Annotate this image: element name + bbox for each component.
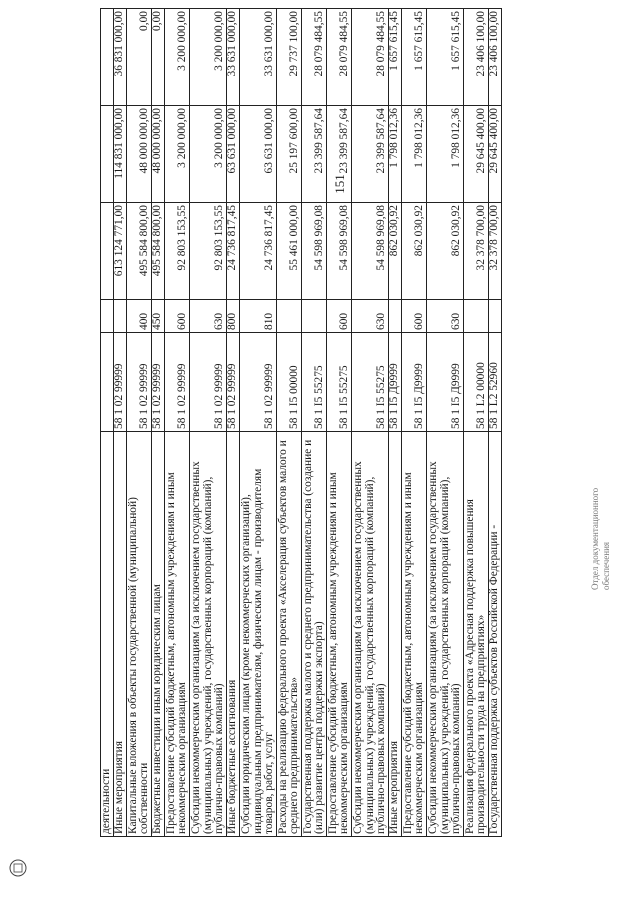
- table-row: [127, 9, 152, 837]
- table-row: [402, 9, 427, 837]
- row-type-cell: 600: [327, 300, 352, 333]
- row-value-2021-cell: 1 798 012,36: [427, 106, 464, 203]
- row-value-2022-cell: 28 079 484,55: [302, 9, 327, 106]
- row-name-cell: Субсидии некоммерческим организациям (за исключением государственных (муниципальных) учреждений, государственных корпораций (компаний), публично-правовых компаний): [427, 432, 464, 837]
- row-type-cell: [464, 300, 489, 333]
- row-code-cell: 58 1 02 99999: [190, 333, 227, 432]
- row-name-cell: Предоставление субсидий бюджетным, автономным учреждениям и иным некоммерческим организациям: [327, 432, 352, 837]
- row-value-2021-cell: 48 000 000,00: [152, 106, 165, 203]
- row-code-cell: 58 1 I5 Д9999: [402, 333, 427, 432]
- row-name-cell: Капитальные вложения в объекты государственной (муниципальной) собственности: [127, 432, 152, 837]
- row-value-2020-cell: 92 803 153,55: [165, 203, 190, 300]
- table-row: [489, 9, 502, 837]
- row-type-cell: 450: [152, 300, 165, 333]
- row-type-cell: [114, 300, 127, 333]
- row-name-cell: деятельности: [101, 432, 114, 837]
- department-stamp-line2: обеспечения: [601, 541, 611, 590]
- seal-icon: [8, 858, 28, 878]
- row-name-cell: Субсидии юридическим лицам (кроме некоммерческих организаций), индивидуальным предпринимателям, физическим лицам - производителям товаров, работ, услуг: [240, 432, 277, 837]
- row-value-2020-cell: 862 030,92: [389, 203, 402, 300]
- budget-table: [100, 8, 502, 837]
- row-value-2022-cell: 28 079 484,55: [352, 9, 389, 106]
- page-number: 151: [331, 174, 347, 194]
- row-value-2020-cell: 92 803 153,55: [190, 203, 227, 300]
- row-type-cell: [389, 300, 402, 333]
- row-value-2020-cell: 495 584 800,00: [127, 203, 152, 300]
- row-value-2022-cell: 1 657 615,45: [427, 9, 464, 106]
- row-name-cell: Реализация федерального проекта «Адресная поддержка повышения производительности труда на предприятиях»: [464, 432, 489, 837]
- row-type-cell: 630: [427, 300, 464, 333]
- row-code-cell: 58 1 02 99999: [227, 333, 240, 432]
- row-code-cell: 58 1 L2 00000: [464, 333, 489, 432]
- row-type-cell: 600: [165, 300, 190, 333]
- row-value-2020-cell: 613 124 771,00: [114, 203, 127, 300]
- table-row: [190, 9, 227, 837]
- row-value-2022-cell: 33 631 000,00: [240, 9, 277, 106]
- row-value-2020-cell: 54 598 969,08: [327, 203, 352, 300]
- row-type-cell: 600: [402, 300, 427, 333]
- row-value-2022-cell: 33 631 000,00: [227, 9, 240, 106]
- row-value-2021-cell: 63 631 000,00: [227, 106, 240, 203]
- row-type-cell: [489, 300, 502, 333]
- row-name-cell: Иные бюджетные ассигнования: [227, 432, 240, 837]
- row-value-2022-cell: 23 406 100,00: [464, 9, 489, 106]
- row-code-cell: 58 1 I5 Д9999: [389, 333, 402, 432]
- row-code-cell: 58 1 02 99999: [127, 333, 152, 432]
- department-stamp: [590, 488, 612, 590]
- row-code-cell: 58 1 L2 52960: [489, 333, 502, 432]
- row-type-cell: 800: [227, 300, 240, 333]
- row-value-2022-cell: 1 657 615,45: [402, 9, 427, 106]
- row-name-cell: Расходы на реализацию федерального проекта «Акселерация субъектов малого и среднего предпринимательства»: [277, 432, 302, 837]
- row-value-2021-cell: 23 399 587,64: [352, 106, 389, 203]
- table-row: [277, 9, 302, 837]
- row-value-2021-cell: 25 197 600,00: [277, 106, 302, 203]
- row-code-cell: 58 1 I5 55275: [327, 333, 352, 432]
- row-name-cell: Государственная поддержка субъектов Российской Федерации -: [489, 432, 502, 837]
- table-row: [427, 9, 464, 837]
- row-code-cell: 58 1 02 99999: [114, 333, 127, 432]
- row-value-2022-cell: 1 657 615,45: [389, 9, 402, 106]
- row-type-cell: [302, 300, 327, 333]
- row-code-cell: 58 1 02 99999: [152, 333, 165, 432]
- row-value-2022-cell: 0,00: [127, 9, 152, 106]
- row-type-cell: [101, 300, 114, 333]
- row-value-2021-cell: [101, 106, 114, 203]
- row-value-2020-cell: 32 378 700,00: [464, 203, 489, 300]
- row-value-2022-cell: 36 831 000,00: [114, 9, 127, 106]
- department-stamp-line1: Отдел документационного: [590, 487, 600, 590]
- row-value-2020-cell: 862 030,92: [402, 203, 427, 300]
- row-value-2020-cell: 862 030,92: [427, 203, 464, 300]
- row-value-2021-cell: 114 831 000,00: [114, 106, 127, 203]
- row-value-2020-cell: 54 598 969,08: [302, 203, 327, 300]
- row-value-2021-cell: 23 399 587,64: [302, 106, 327, 203]
- row-name-cell: Бюджетные инвестиции иным юридическим лицам: [152, 432, 165, 837]
- row-value-2022-cell: 29 737 100,00: [277, 9, 302, 106]
- row-value-2021-cell: 3 200 000,00: [190, 106, 227, 203]
- row-code-cell: 58 1 02 99999: [240, 333, 277, 432]
- row-name-cell: Предоставление субсидий бюджетным, автономным учреждениям и иным некоммерческим организациям: [165, 432, 190, 837]
- row-value-2020-cell: 495 584 800,00: [152, 203, 165, 300]
- row-value-2020-cell: 54 598 969,08: [352, 203, 389, 300]
- row-value-2022-cell: 3 200 000,00: [190, 9, 227, 106]
- table-row: [114, 9, 127, 837]
- table-row: [302, 9, 327, 837]
- row-value-2021-cell: 63 631 000,00: [240, 106, 277, 203]
- row-type-cell: 630: [190, 300, 227, 333]
- row-value-2022-cell: 0,00: [152, 9, 165, 106]
- row-value-2021-cell: 29 645 400,00: [464, 106, 489, 203]
- row-code-cell: 58 1 I5 Д9999: [427, 333, 464, 432]
- row-name-cell: Предоставление субсидий бюджетным, автономным учреждениям и иным некоммерческим организациям: [402, 432, 427, 837]
- table-row: [152, 9, 165, 837]
- row-value-2021-cell: 1 798 012,36: [402, 106, 427, 203]
- row-code-cell: [101, 333, 114, 432]
- row-value-2022-cell: [101, 9, 114, 106]
- budget-table-body: [101, 9, 502, 837]
- table-row: [227, 9, 240, 837]
- row-value-2021-cell: 23 399 587,64: [327, 106, 352, 203]
- row-type-cell: 630: [352, 300, 389, 333]
- table-row: [240, 9, 277, 837]
- table-row: [101, 9, 114, 837]
- row-value-2020-cell: 32 378 700,00: [489, 203, 502, 300]
- row-value-2020-cell: [101, 203, 114, 300]
- row-value-2020-cell: 55 461 000,00: [277, 203, 302, 300]
- row-value-2021-cell: 3 200 000,00: [165, 106, 190, 203]
- row-code-cell: 58 1 I5 00000: [277, 333, 302, 432]
- table-wrapper: [100, 11, 620, 837]
- row-value-2020-cell: 24 736 817,45: [227, 203, 240, 300]
- row-value-2022-cell: 28 079 484,55: [327, 9, 352, 106]
- table-row: [165, 9, 190, 837]
- row-code-cell: 58 1 I5 55275: [352, 333, 389, 432]
- row-type-cell: 400: [127, 300, 152, 333]
- row-code-cell: 58 1 I5 55275: [302, 333, 327, 432]
- rotated-page: [100, 11, 620, 837]
- row-value-2021-cell: 29 645 400,00: [489, 106, 502, 203]
- row-value-2021-cell: 1 798 012,36: [389, 106, 402, 203]
- row-type-cell: [277, 300, 302, 333]
- row-value-2022-cell: 23 406 100,00: [489, 9, 502, 106]
- row-name-cell: Субсидии некоммерческим организациям (за исключением государственных (муниципальных) учреждений, государственных корпораций (компаний), публично-правовых компаний): [190, 432, 227, 837]
- row-name-cell: Иные мероприятия: [114, 432, 127, 837]
- row-code-cell: 58 1 02 99999: [165, 333, 190, 432]
- row-value-2021-cell: 48 000 000,00: [127, 106, 152, 203]
- row-value-2022-cell: 3 200 000,00: [165, 9, 190, 106]
- table-row: [464, 9, 489, 837]
- row-name-cell: Субсидии некоммерческим организациям (за исключением государственных (муниципальных) учреждений, государственных корпораций (компаний), публично-правовых компаний): [352, 432, 389, 837]
- table-row: [389, 9, 402, 837]
- table-row: [352, 9, 389, 837]
- row-name-cell: Иные мероприятия: [389, 432, 402, 837]
- row-value-2020-cell: 24 736 817,45: [240, 203, 277, 300]
- row-type-cell: 810: [240, 300, 277, 333]
- table-row: [327, 9, 352, 837]
- row-name-cell: Государственная поддержка малого и среднего предпринимательства (создание и (или) развитие центра поддержки экспорта): [302, 432, 327, 837]
